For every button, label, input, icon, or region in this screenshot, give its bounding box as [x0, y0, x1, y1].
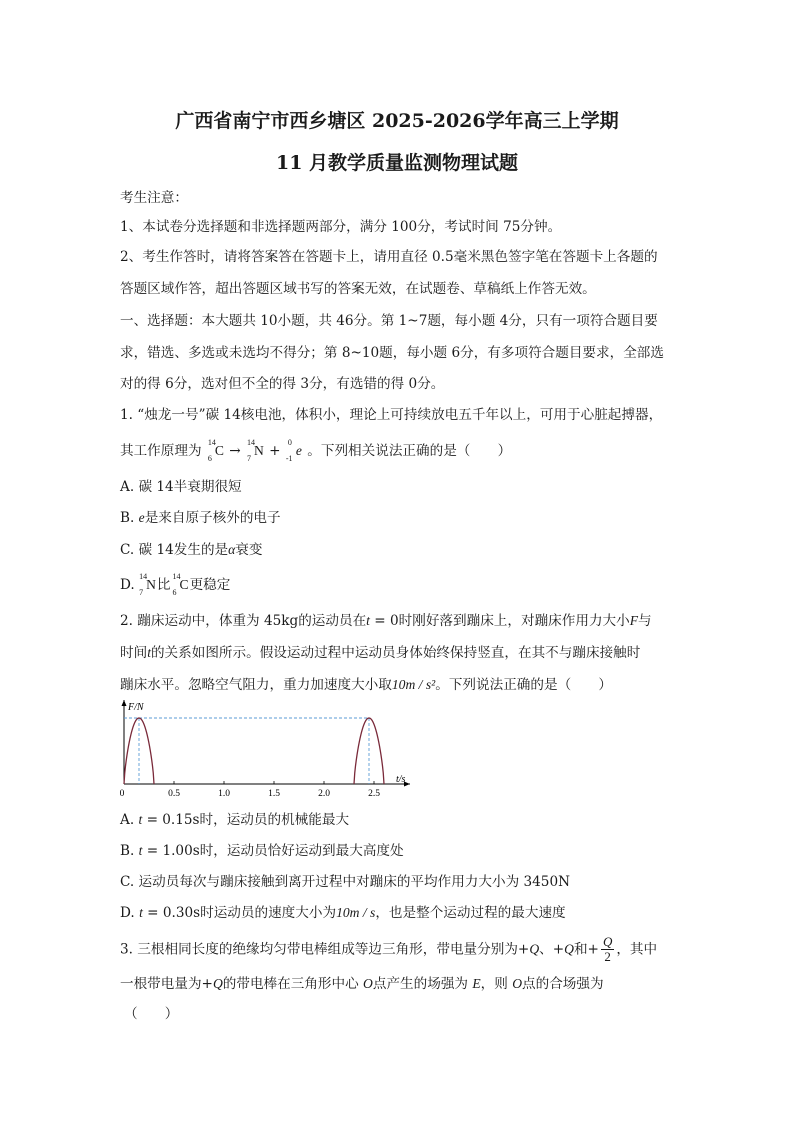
- chart-axes: [122, 700, 411, 787]
- notice-item-2b: 答题区域作答，超出答题区域书写的答案无效，在试题卷、草稿纸上作答无效。: [120, 281, 596, 297]
- nuclide-c14: 14 6 C: [172, 572, 189, 597]
- q1-stem-line2: [120, 438, 512, 463]
- q2-stem-line1: 2. 蹦床运动中，体重为 45kg的运动员在t = 0时刚好落到蹦床上，对蹦床作用力大小F与: [120, 613, 652, 629]
- notice-item-2a: 2、考生作答时，请将答案答在答题卡上，请用直径 0.5毫米黑色签字笔在答题卡上各题的: [120, 249, 658, 265]
- q1-option-d: D. 14 7 N比 14 6 C更稳定: [120, 572, 231, 597]
- y-axis-arrow: [122, 700, 127, 706]
- x-tick-label-0.5: 0.5: [168, 789, 180, 799]
- x-tick-label-2.5: 2.5: [368, 789, 380, 799]
- x-axis-label: t/s: [396, 774, 406, 785]
- section1-line3: 对的得 6分，选对但不全的得 3分，有选错的得 0分。: [120, 376, 445, 392]
- notice-item-1: 1、本试卷分选择题和非选择题两部分，满分 100分，考试时间 75分钟。: [120, 219, 562, 235]
- x-tick-label-1.0: 1.0: [218, 789, 230, 799]
- q1-stem-line1: 1. “烛龙一号”碳 14核电池，体积小，理论上可持续放电五千年以上，可用于心脏起搏器，: [120, 407, 663, 423]
- section1-line2: 求，错选、多选或未选均不得分；第 8~10题，每小题 6分，有多项符合题目要求，全部选: [120, 345, 664, 361]
- x-tick-label-0: 0: [119, 789, 125, 799]
- q1-stem-post: 。下列相关说法正确的是（ ）: [307, 443, 512, 459]
- q2-option-c: C. 运动员每次与蹦床接触到离开过程中对蹦床的平均作用力大小为 3450N: [120, 874, 570, 890]
- section1-line1: 一、选择题：本大题共 10小题，共 46分。第 1~7题，每小题 4分，只有一项符合题目要: [120, 313, 658, 329]
- exam-title-line2: 11 月教学质量监测物理试题: [275, 152, 519, 174]
- exam-title-line1: 广西省南宁市西乡塘区 2025-2026学年高三上学期: [175, 110, 619, 132]
- notice-heading: 考生注意：: [120, 190, 188, 206]
- q2-option-d: D. t = 0.30s时运动员的速度大小为10m / s，也是整个运动过程的最大速度: [120, 905, 566, 921]
- q1-option-c: C. 碳 14发生的是α衰变: [120, 542, 263, 558]
- chart-dashed-guides: [124, 718, 369, 784]
- q1-stem-pre: 其工作原理为: [120, 443, 202, 459]
- chart-series: [124, 718, 384, 784]
- nuclide-n14: 14 7 N: [247, 438, 264, 463]
- nuclide-n14: 14 7 N: [139, 572, 156, 597]
- electron-symbol: 0 -1 e: [285, 438, 302, 463]
- plus-symbol: +: [269, 443, 281, 459]
- charge-fraction: $\frac{Q}{2}$: [602, 934, 613, 965]
- q2-option-a: A. t = 0.15s时，运动员的机械能最大: [120, 812, 350, 828]
- q1-option-a: A. 碳 14半衰期很短: [120, 479, 242, 495]
- arrow-symbol: →: [229, 443, 241, 459]
- q2-option-b: B. t = 1.00s时，运动员恰好运动到最大高度处: [120, 843, 404, 859]
- q3-stem-line3: （ ）: [124, 1006, 179, 1022]
- nuclide-c14: 14 6 C: [207, 438, 224, 463]
- x-tick-label-1.5: 1.5: [268, 789, 280, 799]
- force-time-chart: [112, 698, 412, 806]
- q2-stem-line2: 时间t的关系如图所示。假设运动过程中运动员身体始终保持竖直，在其不与蹦床接触时: [120, 645, 641, 661]
- q3-stem-line1: 3. 三根相同长度的绝缘均匀带电棒组成等边三角形，带电量分别为+Q、+Q和+ $\frac{Q}{2}$ ，其中: [120, 934, 658, 965]
- q3-stem-line2: 一根带电量为+Q的带电棒在三角形中心 O点产生的场强为 E，则 O点的合场强为: [120, 976, 604, 992]
- q1-option-b: B. e是来自原子核外的电子: [120, 510, 281, 526]
- q2-stem-line3: 蹦床水平。忽略空气阻力，重力加速度大小取10m / s²。下列说法正确的是（ ）: [120, 677, 612, 693]
- x-tick-label-2.0: 2.0: [318, 789, 330, 799]
- y-axis-label: F/N: [128, 702, 144, 713]
